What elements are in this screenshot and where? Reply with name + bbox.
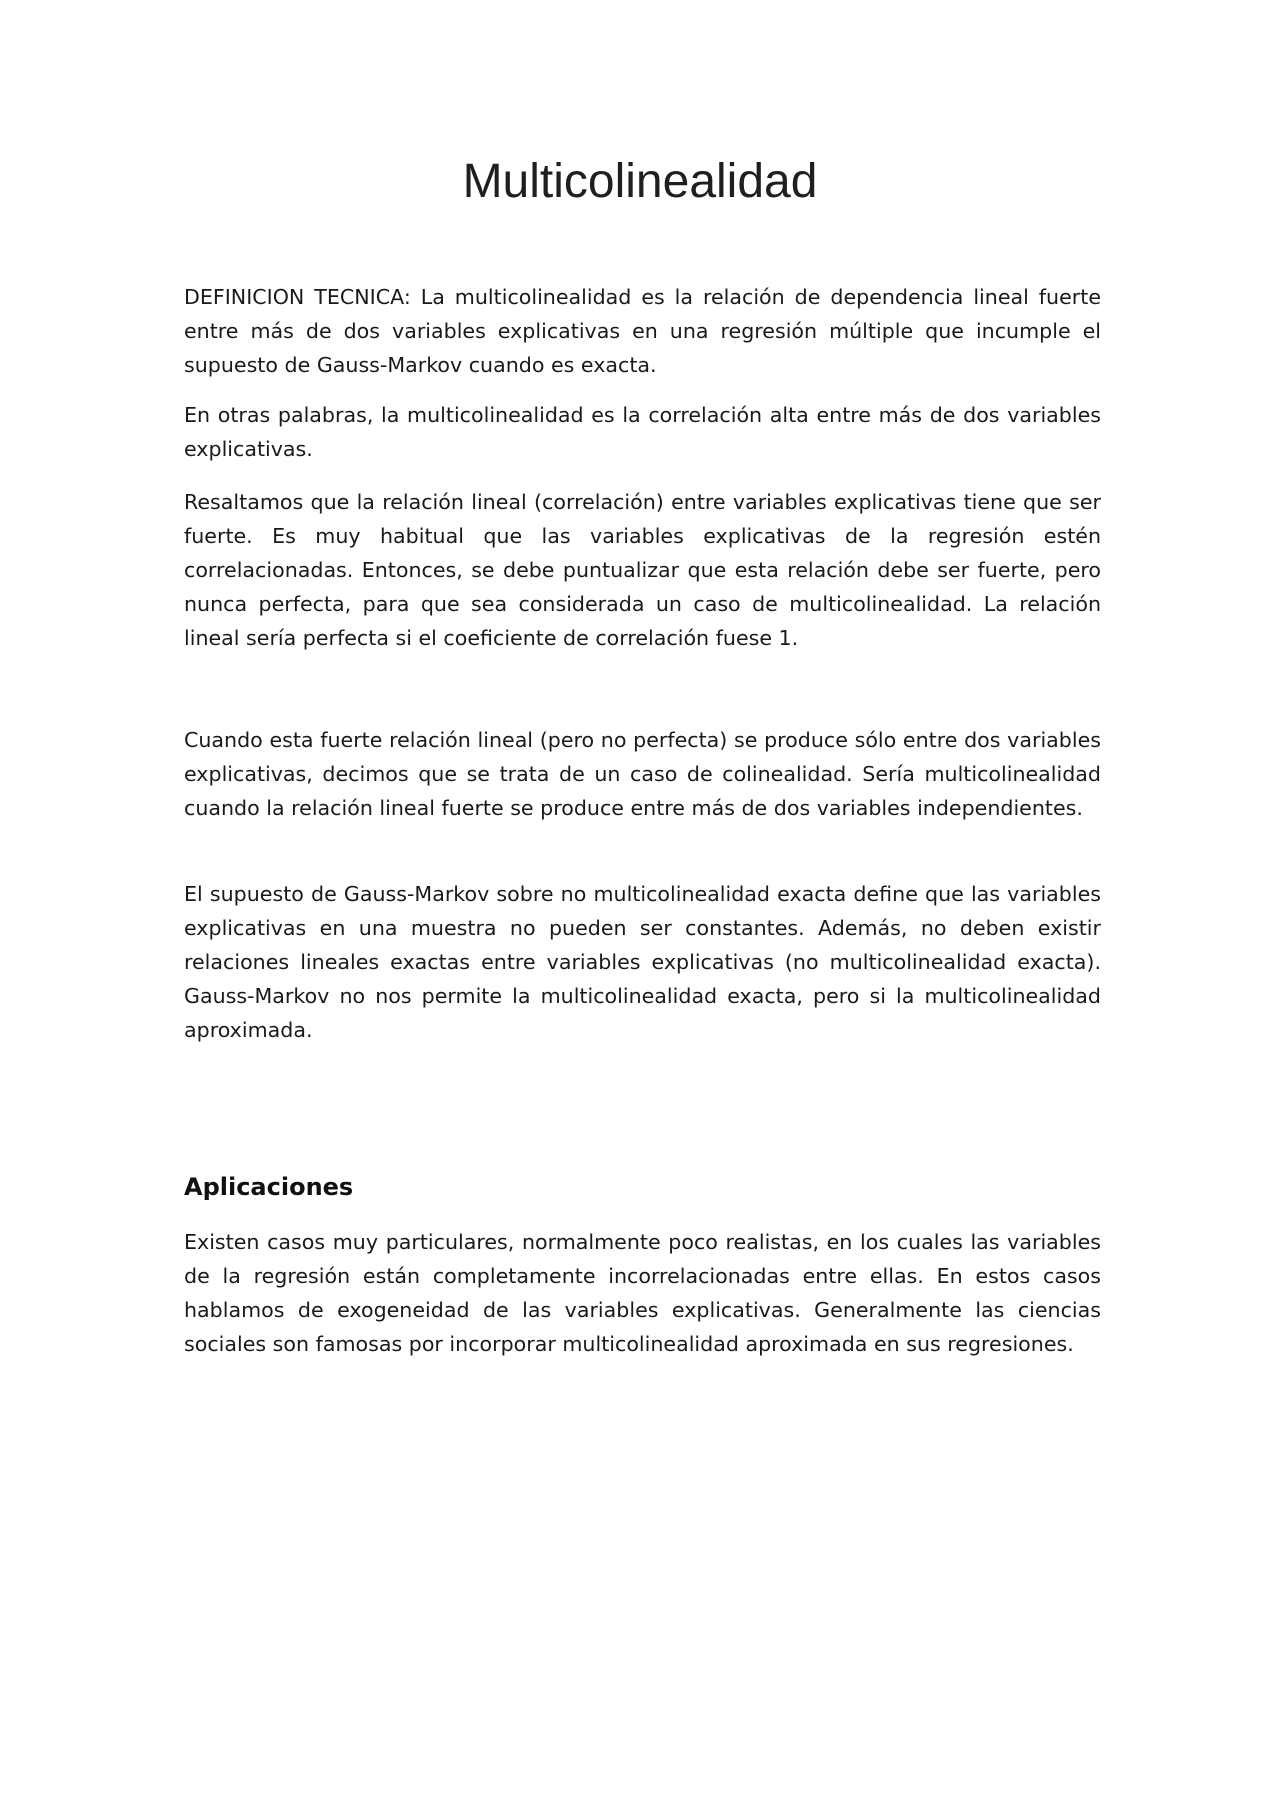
paragraph-definition: DEFINICION TECNICA: La multicolinealidad es la relación de dependencia lineal fuerte entre más de dos variables explicativas en una regresión múltiple que incumple el supuesto de Gauss-Markov cuando es exacta. (184, 285, 1101, 377)
document-title: Multicolinealidad (462, 155, 818, 208)
paragraph-collinearity: Cuando esta fuerte relación lineal (pero no perfecta) se produce sólo entre dos variables explicativas, decimos que se trata de un caso de colinealidad. Sería multicolinealidad cuando la relación lineal fuerte se produce entre más de dos variables independientes. (184, 728, 1101, 820)
paragraph-strong-relation: Resaltamos que la relación lineal (correlación) entre variables explicativas tiene que ser fuerte. Es muy habitual que las variables explicativas de la regresión estén correlacionadas. Entonces, se debe puntualizar que esta relación debe ser fuerte, pero nunca perfecta, para que sea considerada un caso de multicolinealidad. La relación lineal sería perfecta si el coeficiente de correlación fuese 1. (184, 490, 1101, 650)
paragraph-gauss-markov: El supuesto de Gauss-Markov sobre no multicolinealidad exacta define que las variables explicativas en una muestra no pueden ser constantes. Además, no deben existir relaciones lineales exactas entre variables explicativas (no multicolinealidad exacta). Gauss-Markov no nos permite la multicolinealidad exacta, pero si la multicolinealidad aproximada. (184, 882, 1101, 1042)
paragraph-other-words: En otras palabras, la multicolinealidad es la correlación alta entre más de dos variables explicativas. (184, 403, 1101, 461)
paragraph-applications: Existen casos muy particulares, normalmente poco realistas, en los cuales las variables de la regresión están completamente incorrelacionadas entre ellas. En estos casos hablamos de exogeneidad de las variables explicativas. Generalmente las ciencias sociales son famosas por incorporar multicolinealidad aproximada en sus regresiones. (184, 1230, 1101, 1356)
section-heading-applications: Aplicaciones (184, 1173, 354, 1201)
